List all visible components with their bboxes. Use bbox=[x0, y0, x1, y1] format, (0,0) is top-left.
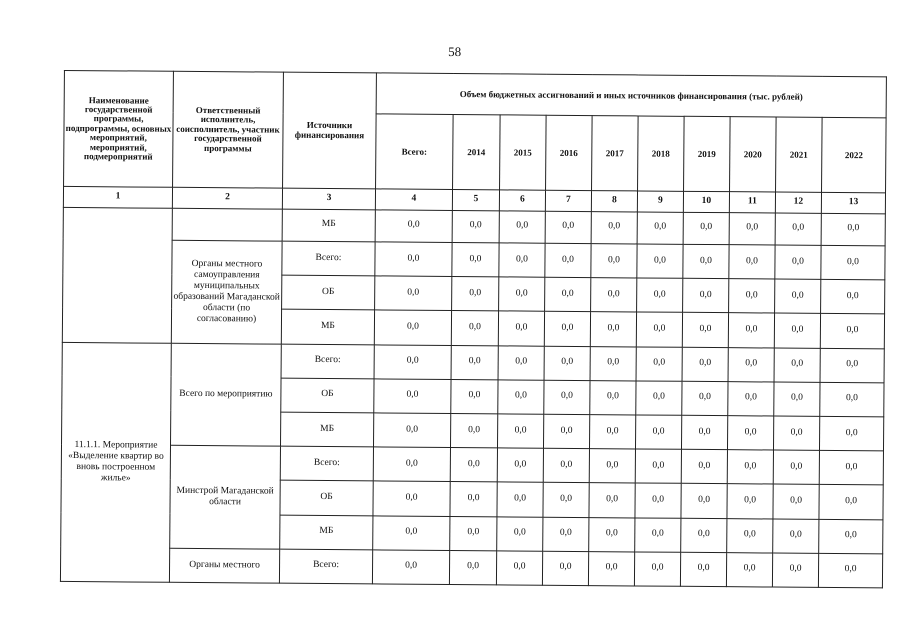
column-number: 3 bbox=[282, 188, 375, 209]
source-cell: МБ bbox=[281, 412, 374, 447]
value-cell: 0,0 bbox=[728, 313, 774, 348]
column-number: 12 bbox=[775, 192, 821, 213]
value-cell: 0,0 bbox=[681, 449, 727, 484]
value-cell: 0,0 bbox=[452, 210, 499, 242]
value-cell: 0,0 bbox=[588, 551, 634, 586]
value-cell: 0,0 bbox=[729, 279, 775, 314]
value-cell: 0,0 bbox=[545, 277, 591, 312]
value-cell: 0,0 bbox=[729, 245, 775, 280]
value-cell: 0,0 bbox=[450, 448, 497, 483]
source-cell: МБ bbox=[282, 209, 375, 242]
table-row bbox=[63, 239, 885, 280]
value-cell: 0,0 bbox=[450, 413, 497, 448]
value-cell: 0,0 bbox=[452, 242, 499, 277]
value-cell: 0,0 bbox=[545, 211, 591, 243]
value-cell: 0,0 bbox=[589, 517, 635, 552]
value-cell: 0,0 bbox=[375, 242, 452, 277]
value-cell: 0,0 bbox=[820, 314, 884, 349]
page-number: 58 bbox=[448, 43, 462, 60]
value-cell: 0,0 bbox=[821, 280, 885, 315]
value-cell: 0,0 bbox=[775, 279, 821, 314]
value-cell: 0,0 bbox=[589, 415, 635, 450]
value-cell: 0,0 bbox=[450, 516, 497, 551]
value-cell: 0,0 bbox=[636, 312, 682, 347]
value-cell: 0,0 bbox=[373, 481, 450, 516]
value-cell: 0,0 bbox=[543, 414, 589, 449]
value-cell: 0,0 bbox=[635, 483, 681, 518]
value-cell: 0,0 bbox=[373, 447, 450, 482]
value-cell: 0,0 bbox=[590, 346, 636, 381]
value-cell: 0,0 bbox=[590, 380, 636, 415]
value-cell: 0,0 bbox=[543, 448, 589, 483]
value-cell: 0,0 bbox=[775, 213, 821, 245]
value-cell: 0,0 bbox=[727, 450, 773, 485]
value-cell: 0,0 bbox=[682, 381, 728, 416]
source-cell: Всего: bbox=[281, 344, 374, 379]
value-cell: 0,0 bbox=[819, 451, 883, 486]
table-row bbox=[61, 445, 883, 486]
header-total-cell: Всего: bbox=[376, 114, 454, 189]
table-row bbox=[62, 342, 884, 383]
header-row-1 bbox=[64, 70, 886, 118]
executor-cell: Минстрой Магаданской области bbox=[170, 445, 281, 548]
value-cell: 0,0 bbox=[726, 552, 772, 587]
value-cell: 0,0 bbox=[372, 550, 449, 585]
column-number: 4 bbox=[375, 189, 452, 210]
value-cell: 0,0 bbox=[544, 346, 590, 381]
value-cell: 0,0 bbox=[544, 312, 590, 347]
value-cell: 0,0 bbox=[589, 483, 635, 518]
source-cell: МБ bbox=[280, 515, 373, 550]
source-cell: Всего: bbox=[282, 241, 375, 276]
executor-cell: Органы местного самоуправления муниципальных образований Магаданской области (по согласованию) bbox=[171, 240, 282, 343]
header-year-cell: 2022 bbox=[822, 118, 887, 193]
value-cell: 0,0 bbox=[636, 346, 682, 381]
value-cell: 0,0 bbox=[773, 450, 819, 485]
header-executor-cell: Ответственный исполнитель, соисполнитель, участник государственной программы bbox=[173, 71, 284, 188]
value-cell: 0,0 bbox=[542, 551, 588, 586]
value-cell: 0,0 bbox=[451, 345, 498, 380]
header-year-cell: 2016 bbox=[546, 116, 593, 191]
header-year-cell: 2020 bbox=[730, 117, 777, 192]
value-cell: 0,0 bbox=[591, 244, 637, 279]
value-cell: 0,0 bbox=[499, 211, 545, 243]
column-number: 9 bbox=[637, 191, 683, 212]
value-cell: 0,0 bbox=[772, 553, 818, 588]
header-year-cell: 2017 bbox=[592, 116, 639, 191]
value-cell: 0,0 bbox=[374, 344, 451, 379]
value-cell: 0,0 bbox=[497, 448, 543, 483]
value-cell: 0,0 bbox=[728, 381, 774, 416]
header-year-cell: 2021 bbox=[776, 117, 823, 192]
value-cell: 0,0 bbox=[774, 382, 820, 417]
value-cell: 0,0 bbox=[819, 485, 883, 520]
value-cell: 0,0 bbox=[821, 213, 885, 246]
column-number: 7 bbox=[545, 190, 591, 211]
value-cell: 0,0 bbox=[683, 212, 729, 244]
value-cell: 0,0 bbox=[590, 312, 636, 347]
value-cell: 0,0 bbox=[450, 482, 497, 517]
source-cell: Всего: bbox=[279, 549, 372, 584]
value-cell: 0,0 bbox=[727, 518, 773, 553]
value-cell: 0,0 bbox=[820, 382, 884, 417]
value-cell: 0,0 bbox=[498, 380, 544, 415]
source-cell: МБ bbox=[281, 309, 374, 344]
source-cell: ОБ bbox=[280, 480, 373, 515]
value-cell: 0,0 bbox=[775, 245, 821, 280]
value-cell: 0,0 bbox=[637, 278, 683, 313]
executor-cell: Всего по мероприятию bbox=[171, 343, 282, 446]
value-cell: 0,0 bbox=[544, 380, 590, 415]
value-cell: 0,0 bbox=[374, 310, 451, 345]
column-number: 5 bbox=[452, 190, 499, 211]
value-cell: 0,0 bbox=[680, 552, 726, 587]
value-cell: 0,0 bbox=[452, 277, 499, 312]
source-cell: ОБ bbox=[281, 378, 374, 413]
value-cell: 0,0 bbox=[451, 379, 498, 414]
value-cell: 0,0 bbox=[497, 516, 543, 551]
header-year-cell: 2019 bbox=[684, 117, 731, 192]
value-cell: 0,0 bbox=[682, 347, 728, 382]
value-cell: 0,0 bbox=[635, 517, 681, 552]
value-cell: 0,0 bbox=[729, 212, 775, 244]
value-cell: 0,0 bbox=[682, 313, 728, 348]
table-row bbox=[60, 547, 882, 588]
value-cell: 0,0 bbox=[727, 484, 773, 519]
value-cell: 0,0 bbox=[637, 244, 683, 279]
value-cell: 0,0 bbox=[497, 482, 543, 517]
header-source-cell: Источники финансирования bbox=[283, 72, 377, 189]
column-number: 13 bbox=[821, 192, 885, 213]
value-cell: 0,0 bbox=[819, 519, 883, 554]
value-cell: 0,0 bbox=[683, 244, 729, 279]
column-number: 2 bbox=[172, 187, 282, 209]
value-cell: 0,0 bbox=[821, 245, 885, 280]
value-cell: 0,0 bbox=[773, 484, 819, 519]
value-cell: 0,0 bbox=[498, 311, 544, 346]
header-budget-cell: Объем бюджетных ассигнований и иных источников финансирования (тыс. рублей) bbox=[376, 73, 886, 118]
value-cell: 0,0 bbox=[774, 313, 820, 348]
value-cell: 0,0 bbox=[591, 211, 637, 243]
column-number: 10 bbox=[683, 191, 729, 212]
value-cell: 0,0 bbox=[498, 345, 544, 380]
value-cell: 0,0 bbox=[819, 416, 883, 451]
budget-table bbox=[60, 70, 887, 588]
value-cell: 0,0 bbox=[591, 278, 637, 313]
source-cell: Всего: bbox=[280, 446, 373, 481]
value-cell: 0,0 bbox=[635, 449, 681, 484]
value-cell: 0,0 bbox=[499, 243, 545, 278]
value-cell: 0,0 bbox=[636, 381, 682, 416]
value-cell: 0,0 bbox=[375, 210, 452, 243]
header-year-cell: 2018 bbox=[638, 116, 685, 191]
value-cell: 0,0 bbox=[681, 518, 727, 553]
value-cell: 0,0 bbox=[637, 212, 683, 244]
value-cell: 0,0 bbox=[375, 276, 452, 311]
column-number: 6 bbox=[499, 190, 545, 211]
value-cell: 0,0 bbox=[449, 550, 496, 585]
value-cell: 0,0 bbox=[728, 347, 774, 382]
value-cell: 0,0 bbox=[681, 415, 727, 450]
value-cell: 0,0 bbox=[635, 415, 681, 450]
value-cell: 0,0 bbox=[543, 517, 589, 552]
value-cell: 0,0 bbox=[589, 449, 635, 484]
value-cell: 0,0 bbox=[374, 379, 451, 414]
source-cell: ОБ bbox=[282, 275, 375, 310]
value-cell: 0,0 bbox=[774, 348, 820, 383]
empty-executor-cell bbox=[172, 208, 282, 241]
value-cell: 0,0 bbox=[499, 277, 545, 312]
column-number: 1 bbox=[63, 187, 172, 209]
column-number: 8 bbox=[591, 191, 637, 212]
value-cell: 0,0 bbox=[634, 552, 680, 587]
value-cell: 0,0 bbox=[373, 413, 450, 448]
executor-cell: Органы местного bbox=[169, 548, 279, 583]
header-year-cell: 2014 bbox=[453, 115, 501, 190]
measure-name-cell: 11.1.1. Мероприятие «Выделение квартир во вновь построенном жилье» bbox=[60, 342, 171, 582]
value-cell: 0,0 bbox=[820, 348, 884, 383]
value-cell: 0,0 bbox=[373, 515, 450, 550]
value-cell: 0,0 bbox=[496, 551, 542, 586]
value-cell: 0,0 bbox=[773, 519, 819, 554]
value-cell: 0,0 bbox=[683, 278, 729, 313]
header-year-cell: 2015 bbox=[500, 115, 547, 190]
value-cell: 0,0 bbox=[727, 416, 773, 451]
value-cell: 0,0 bbox=[497, 414, 543, 449]
value-cell: 0,0 bbox=[773, 416, 819, 451]
header-name-cell: Наименование государственной программы, подпрограммы, основных мероприятий, мероприятий, подмероприятий bbox=[64, 70, 174, 187]
value-cell: 0,0 bbox=[451, 311, 498, 346]
value-cell: 0,0 bbox=[545, 243, 591, 278]
column-number: 11 bbox=[729, 192, 775, 213]
value-cell: 0,0 bbox=[818, 553, 882, 588]
value-cell: 0,0 bbox=[681, 484, 727, 519]
value-cell: 0,0 bbox=[543, 483, 589, 518]
empty-name-cell bbox=[62, 207, 172, 343]
